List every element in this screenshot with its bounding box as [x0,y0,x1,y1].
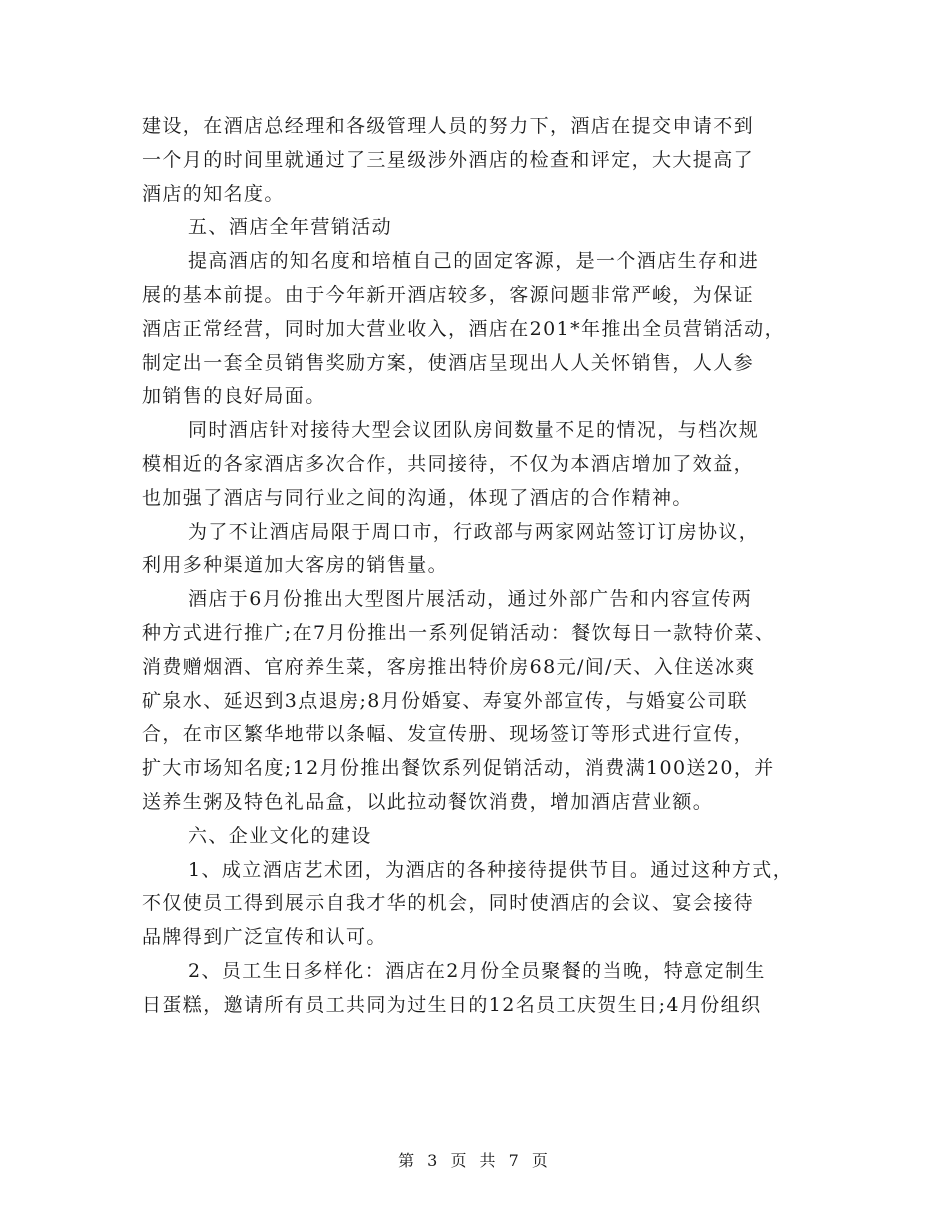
paragraph-line: 建设，在酒店总经理和各级管理人员的努力下，酒店在提交申请不到 [142,115,755,137]
paragraph-line: 扩大市场知名度;12月份推出餐饮系列促销活动，消费满100送20，并 [142,757,775,780]
paragraph-line: 利用多种渠道加大客房的销售量。 [142,554,449,577]
paragraph-first-line: 酒店于6月份推出大型图片展活动，通过外部广告和内容宣传两 [188,588,753,611]
paragraph-line: 日蛋糕，邀请所有员工共同为过生日的12名员工庆贺生日;4月份组织 [142,993,762,1016]
paragraph-first-line: 六、企业文化的建设 [188,824,372,847]
paragraph-line: 酒店正常经营，同时加大营业收入，酒店在201*年推出全员营销活动， [142,317,785,340]
paragraph-first-line: 提高酒店的知名度和培植自己的固定客源，是一个酒店生存和进 [188,250,760,273]
paragraph-line: 一个月的时间里就通过了三星级涉外酒店的检查和评定，大大提高了 [142,148,755,171]
paragraph-first-line: 为了不让酒店局限于周口市，行政部与两家网站签订订房协议， [188,520,760,543]
paragraph-first-line: 2、员工生日多样化：酒店在2月份全员聚餐的当晚，特意定制生 [188,959,766,982]
page-number-footer: 第 3 页 共 7 页 [398,1151,552,1170]
paragraph-line: 送养生粥及特色礼品盒，以此拉动餐饮消费，增加酒店营业额。 [142,790,714,813]
paragraph-line: 品牌得到广泛宣传和认可。 [142,926,387,949]
paragraph-line: 展的基本前提。由于今年新开酒店较多，客源问题非常严峻，为保证 [142,283,755,306]
paragraph-first-line: 同时酒店针对接待大型会议团队房间数量不足的情况，与档次规 [188,419,760,442]
paragraph-line: 加销售的良好局面。 [142,385,326,408]
document-body [142,110,822,1023]
paragraph-line: 也加强了酒店与同行业之间的沟通，体现了酒店的合作精神。 [142,486,693,509]
paragraph-line: 模相近的各家酒店多次合作，共同接待，不仅为本酒店增加了效益， [142,452,755,475]
paragraph-line: 矿泉水、延迟到3点退房;8月份婚宴、寿宴外部宣传，与婚宴公司联 [142,689,748,712]
paragraph-line: 酒店的知名度。 [142,182,285,205]
paragraph-line: 种方式进行推广;在7月份推出一系列促销活动：餐饮每日一款特价菜、 [142,621,776,644]
paragraph-line: 制定出一套全员销售奖励方案，使酒店呈现出人人关怀销售，人人参 [142,351,755,374]
paragraph-first-line: 1、成立酒店艺术团，为酒店的各种接待提供节目。通过这种方式， [188,858,794,881]
paragraph-line: 不仅使员工得到展示自我才华的机会，同时使酒店的会议、宴会接待 [142,892,755,915]
paragraph-line: 合，在市区繁华地带以条幅、发宣传册、现场签订等形式进行宣传， [142,723,755,746]
paragraph-first-line: 五、酒店全年营销活动 [188,216,393,239]
paragraph-line: 消费赠烟酒、官府养生菜，客房推出特价房68元/间/天、入住送冰爽 [142,655,756,678]
